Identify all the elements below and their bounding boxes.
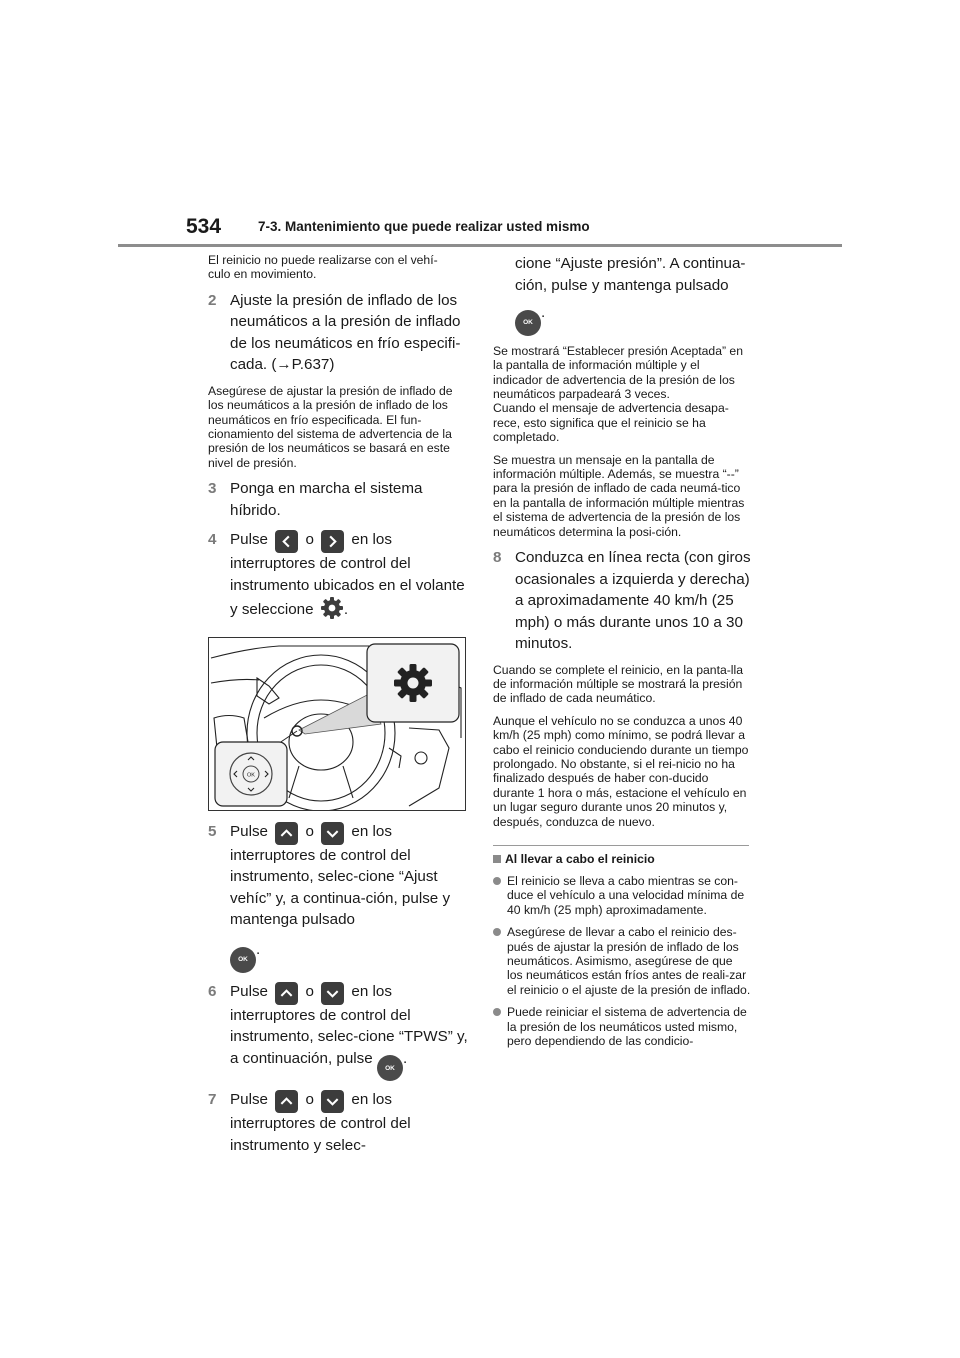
step-8-note-b: Aunque el vehículo no se conduzca a unos 40 km/h (25 mph) como mínimo, se podrá llevar a cabo el reinicio conduciendo durante un tiempo prolongado. No obstante, si el rei-nicio no ha finalizado después de haber con-ducido durante 1 hora o más, estacione el vehículo en un lugar seguro durante unos 20 minutos y, después, conduzca de nuevo. (493, 713, 749, 829)
step-number: 8 (493, 549, 502, 567)
down-arrow-icon (321, 822, 344, 845)
step-text-pre: Pulse (230, 982, 268, 1000)
section-divider (493, 845, 749, 846)
section-heading (493, 852, 751, 866)
step-3 (208, 478, 470, 521)
bullet-dot-icon (493, 928, 501, 936)
square-bullet-icon (493, 855, 501, 863)
step-text-pre: Pulse (230, 822, 268, 840)
section-heading-text: Al llevar a cabo el reinicio (505, 852, 655, 866)
step-text-mid: o (305, 531, 314, 549)
step-text-mid: o (305, 982, 314, 1000)
down-arrow-icon (321, 982, 344, 1005)
left-arrow-icon (275, 530, 298, 553)
step-5-ok (230, 939, 470, 973)
step-text-end: . (541, 304, 546, 321)
step-8-note-a: Cuando se complete el reinicio, en la panta-lla de información múltiple se mostrará la presión de inflado de cada neumático. (493, 662, 743, 706)
step-text-mid: o (305, 822, 314, 840)
up-arrow-icon (275, 982, 298, 1005)
step-4 (208, 529, 470, 627)
bullet-text: Asegúrese de llevar a cabo el reinicio des-pués de ajustar la presión de inflado de los neumáticos. Asimismo, asegúrese de que los neumáticos están fríos antes de reali-zar el reinicio o el ajuste de la presión de inflado. (507, 925, 751, 997)
gear-icon (394, 664, 432, 702)
down-arrow-icon (321, 1090, 344, 1113)
ok-button-icon: OK (377, 1055, 403, 1081)
step-text: cione “Ajuste presión”. A continua-ción, pulse y mantenga pulsado (515, 255, 746, 294)
step-5 (208, 821, 470, 931)
header-rule (118, 244, 842, 247)
gear-icon (320, 596, 344, 627)
step-text-post: en los interruptores de control del instrumento, selec-cione “TPWS” y, a continuación, (230, 982, 468, 1067)
bullet-dot-icon (493, 877, 501, 885)
bullet-item (493, 925, 751, 997)
step-number: 2 (208, 291, 217, 309)
step-number: 5 (208, 822, 217, 840)
left-column (208, 253, 470, 1164)
svg-text:OK: OK (247, 772, 255, 779)
step-7 (208, 1089, 470, 1156)
step-2 (208, 290, 470, 376)
right-column (493, 253, 751, 1056)
step-text-pulse: pulse (336, 1049, 373, 1067)
step-number: 3 (208, 480, 217, 498)
step-text-pre: Pulse (230, 531, 268, 549)
step-text-end: . (256, 940, 261, 958)
step-number: 7 (208, 1091, 217, 1109)
step-7-continued (515, 253, 751, 336)
step-7-note-a: Se mostrará “Establecer presión Aceptada” en la pantalla de información múltiple y el indicador de advertencia de la presión de los neumáticos parpadeará 3 veces. Cuando el mensaje de advertencia desapa-rece, esto significa que el reinicio se ha completado. (493, 343, 743, 445)
right-arrow-icon (321, 530, 344, 553)
bullet-item (493, 1005, 751, 1048)
step-text-post: en los interruptores de control del instrumento y selec- (230, 1091, 411, 1154)
section-header: 7-3. Mantenimiento que puede realizar usted mismo (258, 219, 590, 234)
step-text-post: en los interruptores de control del instrumento ubicados en el volante y seleccione (230, 531, 465, 619)
step-6 (208, 981, 470, 1082)
step-text-end: . (343, 601, 349, 619)
step-text: Ajuste la presión de inflado de los neumáticos a la presión de inflado de los neumáticos en frío especifi-cada. (→P.637) (230, 291, 461, 374)
step-text-end: . (402, 1049, 408, 1067)
bullet-text: El reinicio se lleva a cabo mientras se con-duce el vehículo a una velocidad mínima de 40 km/h (25 mph) aproximadamente. (507, 874, 745, 917)
step-number: 6 (208, 982, 217, 1000)
step-7-note-b: Se muestra un mensaje en la pantalla de información múltiple. Además, se muestra “--” para la presión de inflado de cada neumá-tico en la pantalla de información múltiple mientras el sistema de advertencia de la presión de los neumáticos determina la posi-ción. (493, 452, 745, 539)
step-text-pre: Pulse (230, 1091, 268, 1109)
bullet-dot-icon (493, 1008, 501, 1016)
page-number: 534 (186, 215, 222, 238)
steering-wheel-illustration (208, 637, 466, 811)
up-arrow-icon (275, 822, 298, 845)
step-text-mid: o (305, 1091, 314, 1109)
step-2-note: Asegúrese de ajustar la presión de inflado de los neumáticos a la presión de inflado de los neumáticos en frío especificada. El fun-cionamiento del sistema de advertencia de la presión de los neumáticos se basará en este nivel de presión. (208, 383, 453, 470)
intro-note: El reinicio no puede realizarse con el vehí- culo en movimiento. (208, 253, 438, 282)
step-8 (493, 547, 751, 655)
ok-button-icon: OK (515, 310, 541, 336)
bullet-item (493, 874, 751, 917)
up-arrow-icon (275, 1090, 298, 1113)
step-text-post: en los interruptores de control del instrumento, selec-cione “Ajust vehíc” y, a continua-ción, pulse y mantenga pulsado (230, 822, 451, 929)
step-number: 4 (208, 531, 217, 549)
step-text: Conduzca en línea recta (con giros ocasionales a izquierda y derecha) a aproximadamente 40 km/h (25 mph) o más durante unos 10 a 30 minutos. (515, 549, 751, 653)
ok-button-icon: OK (230, 947, 256, 973)
bullet-text: Puede reiniciar el sistema de advertencia de la presión de los neumáticos usted mismo, pero dependiendo de las condicio- (507, 1005, 747, 1049)
step-text: Ponga en marcha el sistema híbrido. (230, 480, 423, 519)
